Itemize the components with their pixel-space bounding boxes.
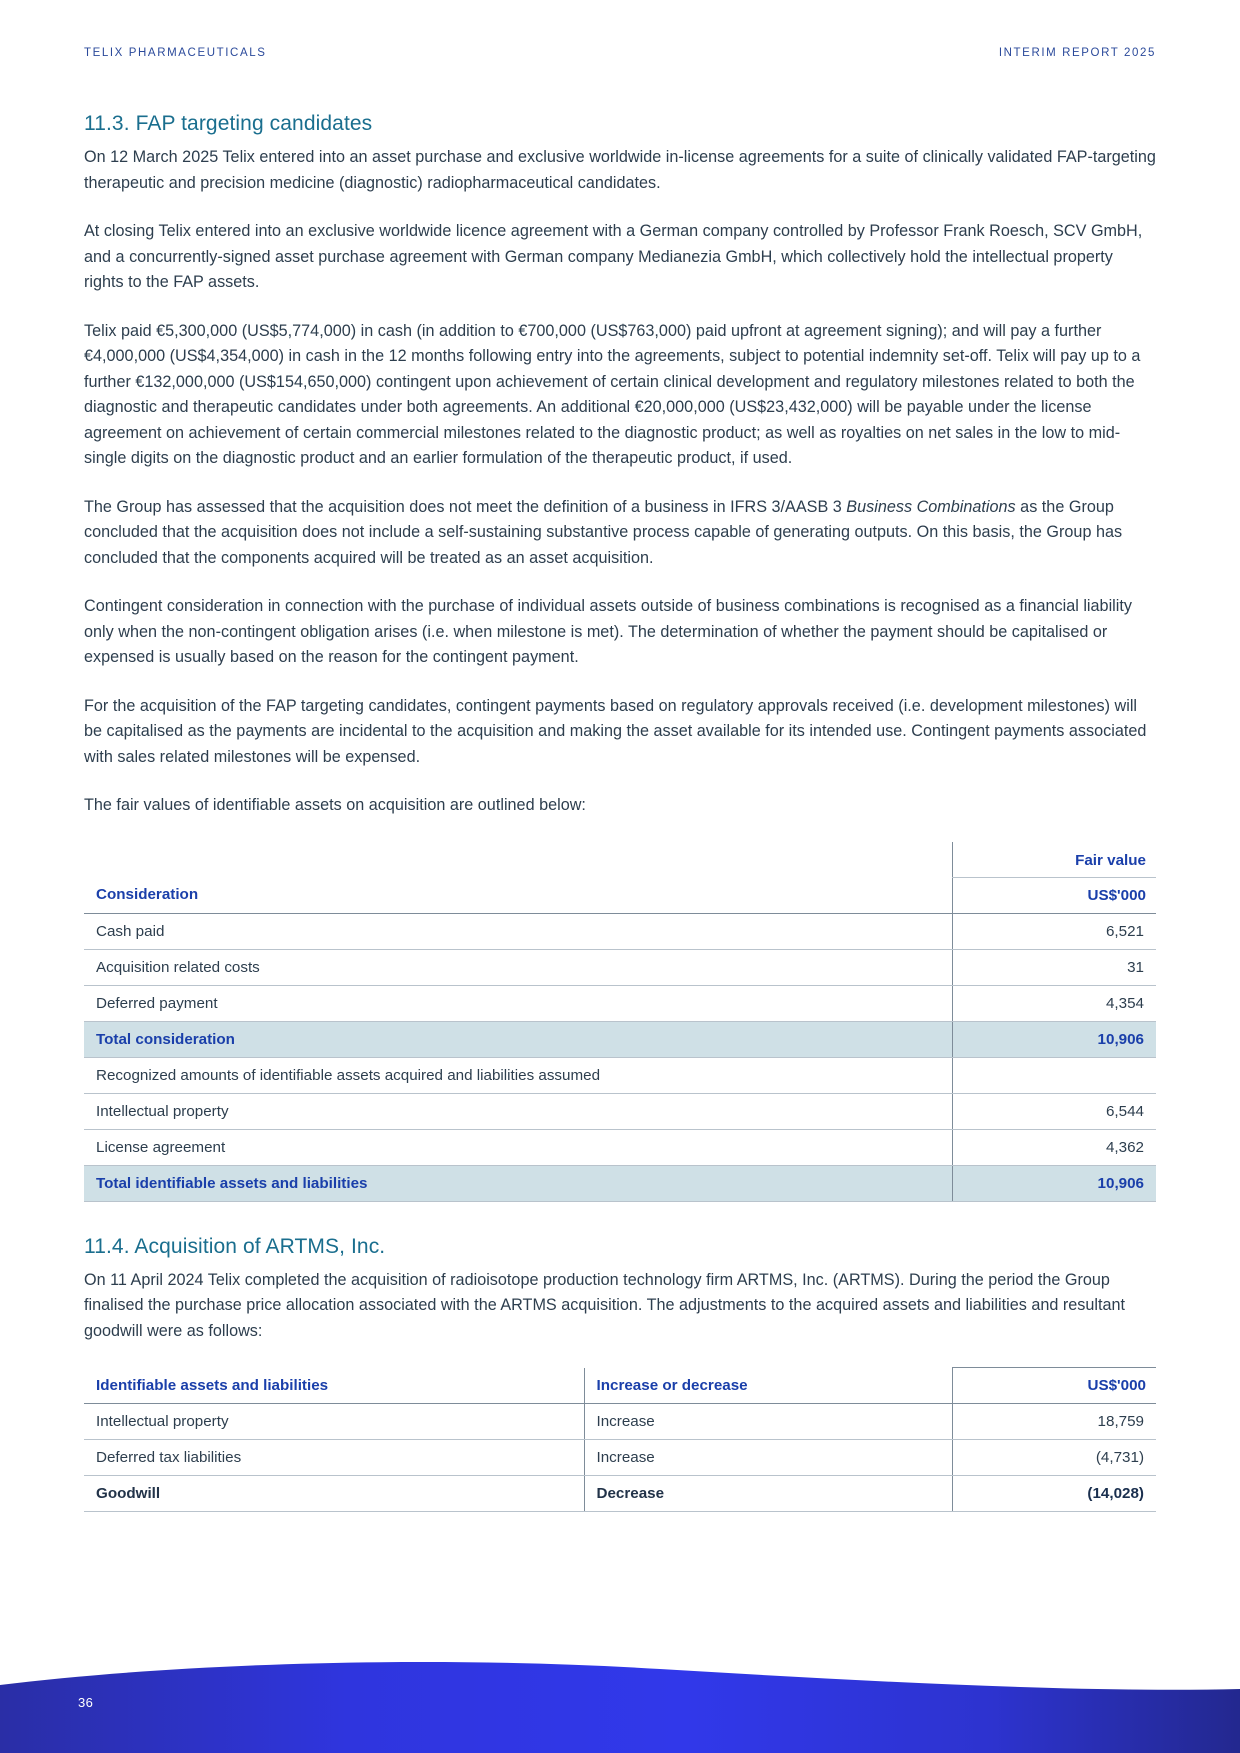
ifrs-standard-name: Business Combinations: [846, 497, 1016, 516]
row-value: 18,759: [952, 1404, 1156, 1440]
table-row: [84, 1057, 1156, 1093]
row-value: 4,354: [952, 985, 1156, 1021]
table-row: [84, 1476, 1156, 1512]
ifrs-text-part1: The Group has assessed that the acquisition does not meet the definition of a business in IFRS 3/AASB 3: [84, 497, 847, 516]
section-title-11-4: 11.4. Acquisition of ARTMS, Inc.: [84, 1234, 386, 1258]
row-label: Acquisition related costs: [84, 949, 952, 985]
row-value: 6,521: [952, 913, 1156, 949]
header-fair-value: Fair value: [952, 842, 1156, 878]
header-right-text: INTERIM REPORT 2025: [998, 47, 1156, 59]
row-value: 4,362: [952, 1129, 1156, 1165]
table-row: [84, 985, 1156, 1021]
paragraph-fair-values-lead-in: The fair values of identifiable assets on acquisition are outlined below:: [84, 796, 586, 814]
table-row: [84, 1093, 1156, 1129]
header-identifiable-assets: Identifiable assets and liabilities: [84, 1368, 584, 1404]
row-label: Intellectual property: [84, 1404, 584, 1440]
paragraph-intro: On 12 March 2025 Telix entered into an asset purchase and exclusive worldwide in-license agreements for a suite of clinically validated FAP-targeting therapeutic and precision medicine (diagnostic) radiopharmaceutical candidates.: [84, 148, 1156, 192]
row-label: Deferred payment: [84, 985, 952, 1021]
fair-value-table: [84, 842, 1156, 1202]
header-blank-cell: [84, 842, 952, 878]
header-increase-or-decrease: Increase or decrease: [584, 1368, 952, 1404]
row-value: 10,906: [952, 1021, 1156, 1057]
paragraph-contingent-consideration: Contingent consideration in connection with the purchase of individual assets outside of business combinations is recognised as a financial liability only when the non-contingent obligation arises (i.e. when milestone is met). The determination of whether the payment should be capitalised or expensed is usually based on the reason for the contingent payment.: [84, 597, 1132, 666]
paragraph-payments: Telix paid €5,300,000 (US$5,774,000) in cash (in addition to €700,000 (US$763,000) paid upfront at agreement signing); and will pay a further €4,000,000 (US$4,354,000) in cash in the 12 months following entry into the agreements, subject to potential indemnity set-off. Telix will pay up to a further €132,000,000 (US$154,650,000) contingent upon achievement of certain clinical development and regulatory milestones related to both the diagnostic and therapeutic candidates under both agreements. An additional €20,000,000 (US$23,432,000) will be payable under the license agreement on achievement of certain commercial milestones related to the diagnostic product; as well as royalties on net sales in the low to mid-single digits on the diagnostic product and an earlier formulation of the therapeutic product, if used.: [84, 321, 1141, 467]
fair-value-table-wrapper: [84, 842, 1156, 1202]
paragraph-ifrs: [84, 495, 1156, 572]
running-header: [84, 47, 1156, 59]
row-label: Total identifiable assets and liabilities: [84, 1165, 952, 1201]
header-unit-usd-000: US$'000: [952, 877, 1156, 913]
row-direction: Decrease: [584, 1476, 952, 1512]
row-value: (4,731): [952, 1440, 1156, 1476]
table-row: [84, 913, 1156, 949]
row-value: 6,544: [952, 1093, 1156, 1129]
row-value: [952, 1057, 1156, 1093]
row-label: Total consideration: [84, 1021, 952, 1057]
table-row: [84, 1404, 1156, 1440]
artms-table-wrapper: [84, 1367, 1156, 1512]
table-row: [84, 1165, 1156, 1201]
row-label: Recognized amounts of identifiable assets acquired and liabilities assumed: [84, 1057, 952, 1093]
row-direction: Increase: [584, 1404, 952, 1440]
row-label: Goodwill: [84, 1476, 584, 1512]
page-content: [84, 112, 1156, 1512]
artms-table-header-row: [84, 1368, 1156, 1404]
table-row: [84, 1129, 1156, 1165]
fair-value-table-body: [84, 913, 1156, 1201]
paragraph-closing: At closing Telix entered into an exclusive worldwide licence agreement with a German company controlled by Professor Frank Roesch, SCV GmbH, and a concurrently-signed asset purchase agreement with German company Medianezia GmbH, which collectively hold the intellectual property rights to the FAP assets.: [84, 222, 1143, 291]
row-value: (14,028): [952, 1476, 1156, 1512]
table-header-row-fair-value: [84, 842, 1156, 878]
page-number: 36: [78, 1695, 94, 1710]
artms-table-body: [84, 1404, 1156, 1512]
section-title-11-3: 11.3. FAP targeting candidates: [84, 112, 373, 135]
paragraph-contingent-payments: For the acquisition of the FAP targeting candidates, contingent payments based on regulatory approvals received (i.e. development milestones) will be capitalised as the payments are incidental to the acquisition and making the asset available for its intended use. Contingent payments associated with sales related milestones will be expensed.: [84, 696, 1147, 766]
table-row: [84, 1440, 1156, 1476]
row-label: License agreement: [84, 1129, 952, 1165]
row-label: Intellectual property: [84, 1093, 952, 1129]
row-value: 31: [952, 949, 1156, 985]
paragraph-artms: On 11 April 2024 Telix completed the acquisition of radioisotope production technology firm ARTMS, Inc. (ARTMS). During the period the Group finalised the purchase price allocation associated with the ARTMS acquisition. The adjustments to the acquired assets and liabilities and resultant goodwill were as follows:: [84, 1270, 1126, 1340]
header-consideration: Consideration: [84, 877, 952, 913]
header-unit-usd-000: US$'000: [952, 1368, 1156, 1404]
artms-adjustments-table: [84, 1368, 1156, 1512]
row-label: Cash paid: [84, 913, 952, 949]
ifrs-text-part2: as the Group concluded that the acquisition does not include a self-sustaining substantive process capable of generating outputs. On this basis, the Group has concluded that the components acquired will be treated as an asset acquisition.: [84, 497, 1123, 567]
row-direction: Increase: [584, 1440, 952, 1476]
row-label: Deferred tax liabilities: [84, 1440, 584, 1476]
table-row: [84, 949, 1156, 985]
header-left-text: TELIX PHARMACEUTICALS: [84, 47, 267, 59]
table-row: [84, 1021, 1156, 1057]
row-value: 10,906: [952, 1165, 1156, 1201]
table-header-row-consideration: [84, 877, 1156, 913]
footer-wave-decoration: [0, 1593, 1240, 1753]
